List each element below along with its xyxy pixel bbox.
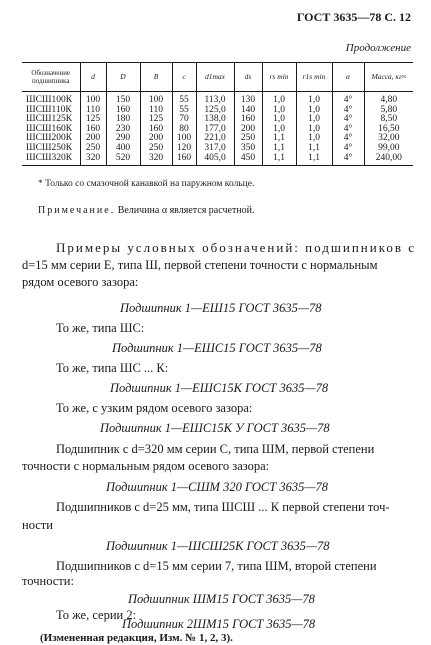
col-header: c [172,63,196,92]
designation-example: Подшипник 1—ЕШ15 ГОСТ 3635—78 [120,301,322,315]
table-cell: 120 [172,144,196,154]
text-line: То же, типа ШС ... К: [56,361,169,375]
table-cell: ШСШ320К [22,154,80,166]
designation-example: Подшипник 2ШМ15 ГОСТ 3635—78 [122,617,316,631]
text-line: Подшипников с d=25 мм, типа ШСШ ... К первой степени точ- [56,500,390,514]
table-cell: 200 [234,125,262,135]
table-cell: 125,0 [196,106,234,116]
table-cell: 32,00 [364,134,413,144]
table-cell: ШСШ200К [26,133,73,144]
table-cell: 180 [106,115,140,125]
designation-example: Подшипник 1—СШМ 320 ГОСТ 3635—78 [106,480,328,494]
text-line: точности с нормальным рядом осевого зазора: [22,459,270,473]
col-header: d1max [196,63,234,92]
table-cell: 177,0 [196,125,234,135]
table-cell: 520 [106,154,140,166]
text-line: d=15 мм серии Е, типа Ш, первой степени точности с нормальным [22,258,378,272]
table-cell: 450 [234,154,262,166]
table-cell: 125 [140,115,172,125]
table-cell: ШСШ100К [26,95,73,105]
table-cell: 1,1 [296,154,332,166]
table-cell: 160 [172,154,196,166]
table-cell: 130 [234,92,262,106]
table-cell: 400 [106,144,140,154]
table-cell: ШСШ160К [26,123,73,134]
table-cell: 1,0 [262,115,296,125]
table-cell: 5,80 [364,106,413,116]
table-cell: 140 [234,106,262,116]
table-cell: 350 [234,144,262,154]
text-line: Подшипник с d=320 мм серии С, типа ШМ, первой степени [56,442,375,456]
text-line: ности [22,518,53,532]
col-header: D [106,63,140,92]
table-body [22,92,413,166]
table-cell: 113,0 [196,92,234,106]
table-cell: ШСШ250К [26,142,73,153]
table-cell: 1,0 [296,92,332,106]
table-cell: 80 [172,125,196,135]
designation-example: Подшипник 1—ШСШ25К ГОСТ 3635—78 [106,539,330,553]
table-header-row [22,63,413,92]
text-line: рядом осевого зазора: [22,275,139,289]
designation-example: Подшипник 1—ЕШС15К ГОСТ 3635—78 [110,381,329,395]
table-cell: 1,0 [262,106,296,116]
table-cell: 160 [80,125,106,135]
col-header: d [80,63,106,92]
table-cell: 100 [172,134,196,144]
table-cell: ШСШ110К [26,104,72,115]
table-cell: 125 [80,115,106,125]
table-cell: 250 [234,134,262,144]
col-header: ds [234,63,262,92]
table-cell: 1,1 [262,144,296,154]
table-cell: 4° [332,125,364,135]
col-header: Обозначение подшипника [22,63,80,92]
table-cell: 4° [332,106,364,116]
table-cell: 150 [106,92,140,106]
table-cell: 110 [140,106,172,116]
table-cell: 1,0 [262,125,296,135]
table-cell: 160 [140,125,172,135]
table-cell: 1,1 [262,154,296,166]
table-cell: 4° [332,154,364,166]
table-cell: 320 [140,154,172,166]
table-cell: 250 [140,144,172,154]
text-line: То же, серии 2: [56,608,137,622]
table-cell: 405,0 [196,154,234,166]
table-cell: 70 [172,115,196,125]
examples-heading: Примеры условных обозначений: подшипников с [56,240,417,255]
table-cell: 138,0 [196,115,234,125]
table-cell: 240,00 [364,154,413,166]
continuation-label: Продолжение [345,42,411,54]
table-cell: 110 [80,106,106,116]
table-cell: 16,50 [364,125,413,135]
table-cell: 4° [332,134,364,144]
table-cell: 99,00 [364,144,413,154]
col-header: Масса, кг≈ [364,63,413,92]
col-header: α [332,63,364,92]
table-cell: 1,1 [262,134,296,144]
table-cell: 4° [332,115,364,125]
text-line: То же, типа ШС: [56,321,145,335]
col-header: B [140,63,172,92]
table-cell: 4,80 [364,92,413,106]
table-cell: 55 [172,106,196,116]
table-cell: 221,0 [196,134,234,144]
text-line: точности: [22,574,74,588]
col-header: rs min [262,63,296,92]
note [38,205,255,216]
designation-example: Подшипник 1—ЕШС15 ГОСТ 3635—78 [112,341,322,355]
table-cell: 320 [80,154,106,166]
table-cell: 317,0 [196,144,234,154]
text-line: Подшипников с d=15 мм серии 7, типа ШМ, второй степени [56,559,377,573]
table-cell: 160 [106,106,140,116]
col-header: r1s min [296,63,332,92]
table-cell: 100 [140,92,172,106]
text-line: То же, с узким рядом осевого зазора: [56,401,253,415]
table-row [22,92,413,106]
page-header: ГОСТ 3635—78 С. 12 [296,10,411,24]
designation-example: Подшипник ШМ15 ГОСТ 3635—78 [128,592,315,606]
table-cell: 1,0 [296,125,332,135]
table-cell: 200 [80,134,106,144]
table-cell: 1,0 [296,134,332,144]
table-cell: 230 [106,125,140,135]
table-cell: 4° [332,92,364,106]
designation-example: Подшипник 1—ЕШС15К У ГОСТ 3635—78 [100,421,330,435]
table-cell: 1,0 [296,115,332,125]
table-cell: 1,1 [296,144,332,154]
table-cell: 1,0 [296,106,332,116]
table-cell: 100 [80,92,106,106]
amendment-note: (Измененная редакция, Изм. № 1, 2, 3). [40,632,233,644]
table-cell: 200 [140,134,172,144]
table-cell: 160 [234,115,262,125]
footnote: * Только со смазочной канавкой на паружном кольце. [38,179,255,189]
table-cell: 4° [332,144,364,154]
note-text: Величина α является расчетной. [117,205,255,216]
table-row [22,154,413,166]
bearings-table [22,62,413,166]
note-label: Примечание. [38,205,116,216]
table-cell: 290 [106,134,140,144]
table-cell: 250 [80,144,106,154]
table-cell: 1,0 [262,92,296,106]
table-cell: ШСШ125К [26,114,73,125]
table-cell: 55 [172,92,196,106]
table-cell: 8,50 [364,115,413,125]
